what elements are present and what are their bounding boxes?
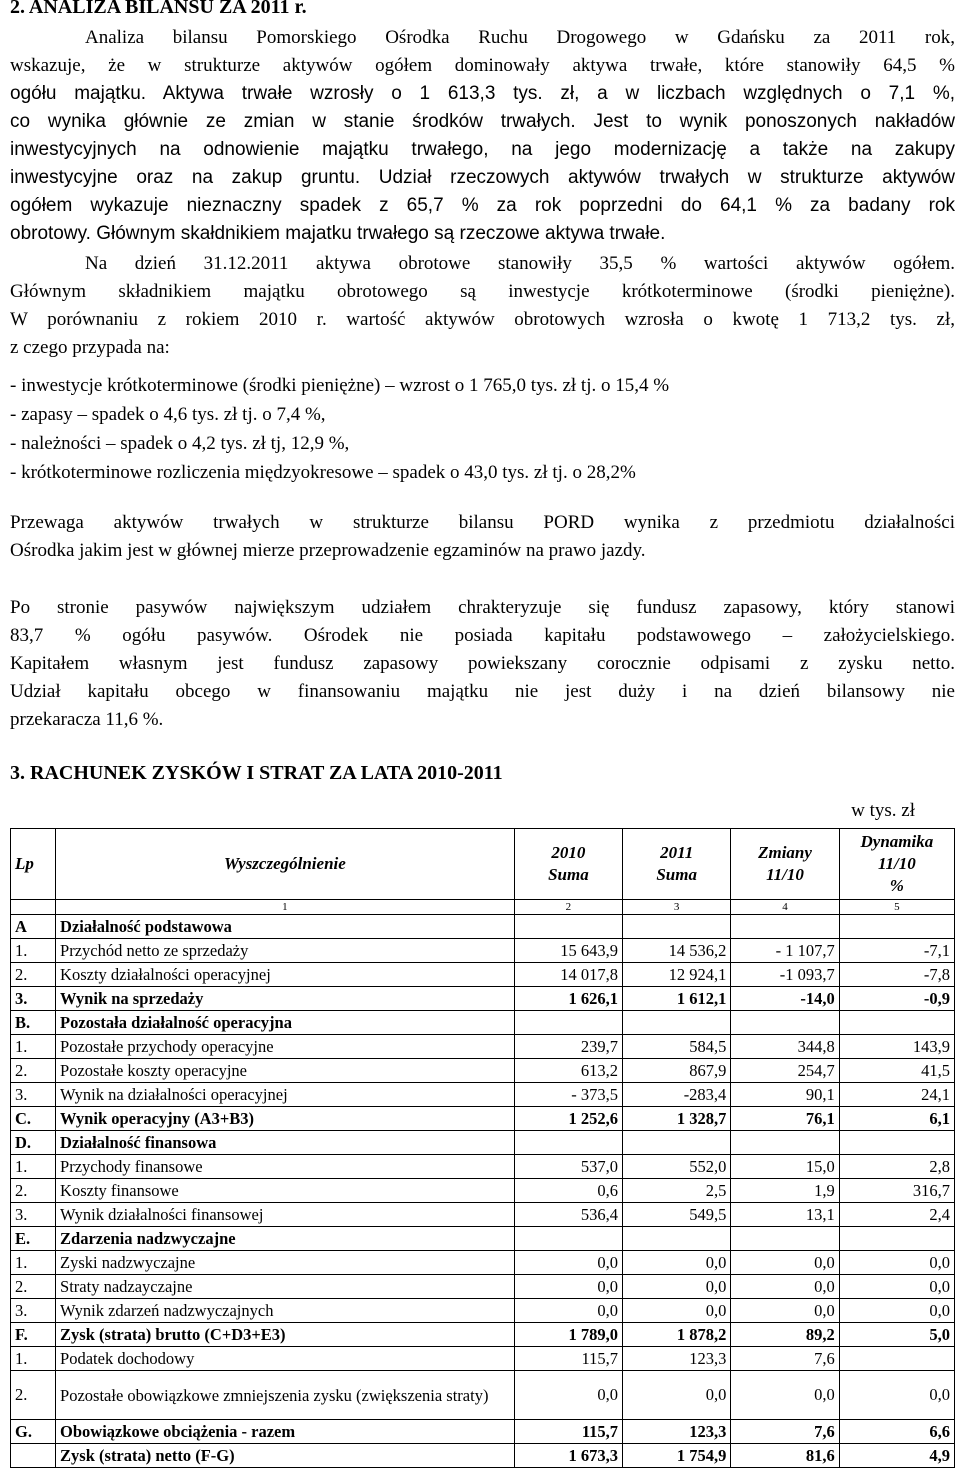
paragraph-line: przekaracza 11,6 %. xyxy=(10,709,164,730)
paragraph-line: ogółem wykazuje nieznaczny spadek z 65,7 % za rok poprzedni do 64,1 % za badany rok xyxy=(10,195,955,216)
row-name: Wynik działalności finansowej xyxy=(56,1203,515,1227)
row-lp: B. xyxy=(11,1011,56,1035)
row-change: 254,7 xyxy=(731,1059,839,1083)
header-zmiany: Zmiany 11/10 xyxy=(731,829,839,900)
row-name: Wynik zdarzeń nadzwyczajnych xyxy=(56,1299,515,1323)
paragraph-line: W porównaniu z rokiem 2010 r. wartość aktywów obrotowych wzrosła o kwotę 1 713,2 tys. zł, xyxy=(10,309,955,330)
paragraph-line: Po stronie pasywów największym udziałem chrakteryzuje się fundusz zapasowy, który stanowi xyxy=(10,597,955,618)
row-value-2011: 1 878,2 xyxy=(623,1323,731,1347)
row-value-2011: 12 924,1 xyxy=(623,963,731,987)
row-lp: 3. xyxy=(11,1083,56,1107)
row-dynamics: 316,7 xyxy=(839,1179,954,1203)
row-dynamics: 41,5 xyxy=(839,1059,954,1083)
row-name: Zdarzenia nadzwyczajne xyxy=(56,1227,515,1251)
header-2010: 2010 Suma xyxy=(514,829,622,900)
row-value-2010: 239,7 xyxy=(514,1035,622,1059)
row-value-2011: 2,5 xyxy=(623,1179,731,1203)
row-value-2011 xyxy=(623,915,731,939)
row-dynamics: 5,0 xyxy=(839,1323,954,1347)
table-row xyxy=(11,1347,955,1371)
row-name: Zyski nadzwyczajne xyxy=(56,1251,515,1275)
row-dynamics: -7,8 xyxy=(839,963,954,987)
row-lp: A xyxy=(11,915,56,939)
row-value-2010: 0,0 xyxy=(514,1371,622,1420)
table-row xyxy=(11,1275,955,1299)
paragraph-line: inwestycyjne oraz na zakup gruntu. Udział rzeczowych aktywów trwałych w strukturze aktywów xyxy=(10,167,955,188)
row-value-2010: 537,0 xyxy=(514,1155,622,1179)
row-lp: C. xyxy=(11,1107,56,1131)
paragraph-line: Na dzień 31.12.2011 aktywa obrotowe stanowiły 35,5 % wartości aktywów ogółem. xyxy=(85,253,955,274)
row-name: Działalność finansowa xyxy=(56,1131,515,1155)
row-change: 15,0 xyxy=(731,1155,839,1179)
row-change: 7,6 xyxy=(731,1420,839,1444)
table-row xyxy=(11,1131,955,1155)
row-change: 344,8 xyxy=(731,1035,839,1059)
row-value-2010: 15 643,9 xyxy=(514,939,622,963)
paragraph-line: Udział kapitału obcego w finansowaniu majątku nie jest duży i na dzień bilansowy nie xyxy=(10,681,955,702)
row-lp: E. xyxy=(11,1227,56,1251)
row-dynamics: 6,1 xyxy=(839,1107,954,1131)
row-name: Zysk (strata) netto (F-G) xyxy=(56,1444,515,1468)
row-lp: 3. xyxy=(11,1299,56,1323)
row-change xyxy=(731,915,839,939)
column-index-row xyxy=(11,900,955,915)
col-index-3: 3 xyxy=(623,900,731,915)
row-lp: 1. xyxy=(11,1347,56,1371)
paragraph-line: Kapitałem własnym jest fundusz zapasowy powiekszany corocznie odpisami z zysku netto. xyxy=(10,653,955,674)
row-value-2010: 1 252,6 xyxy=(514,1107,622,1131)
header-name: Wyszczególnienie xyxy=(56,829,515,900)
row-name: Wynik na działalności operacyjnej xyxy=(56,1083,515,1107)
row-value-2010: 1 626,1 xyxy=(514,987,622,1011)
paragraph-line: Głównym składnikiem majątku obrotowego są inwestycje krótkoterminowe (środki pieniężne). xyxy=(10,281,955,302)
paragraph-line: ogółu majątku. Aktywa trwałe wzrosły o 1 613,3 tys. zł, a w liczbach względnych o 7,1 %, xyxy=(10,83,955,104)
unit-label: w tys. zł xyxy=(851,800,915,821)
row-name: Koszty finansowe xyxy=(56,1179,515,1203)
row-change: 0,0 xyxy=(731,1251,839,1275)
row-value-2011: 0,0 xyxy=(623,1251,731,1275)
row-value-2010: 115,7 xyxy=(514,1347,622,1371)
col-index-4: 4 xyxy=(731,900,839,915)
paragraph-line: Analiza bilansu Pomorskiego Ośrodka Ruchu Drogowego w Gdańsku za 2011 rok, xyxy=(85,27,955,48)
paragraph-line: wskazuje, że w strukturze aktywów ogółem dominowały aktywa trwałe, które stanowiły 64,5 % xyxy=(10,55,955,76)
row-change: 7,6 xyxy=(731,1347,839,1371)
row-value-2010 xyxy=(514,915,622,939)
row-lp: 3. xyxy=(11,1203,56,1227)
row-name: Obowiązkowe obciążenia - razem xyxy=(56,1420,515,1444)
row-lp: F. xyxy=(11,1323,56,1347)
table-row xyxy=(11,939,955,963)
row-dynamics: 2,8 xyxy=(839,1155,954,1179)
row-value-2011: 0,0 xyxy=(623,1275,731,1299)
list-item: - zapasy – spadek o 4,6 tys. zł tj. o 7,4 %, xyxy=(10,404,326,425)
row-lp: 1. xyxy=(11,939,56,963)
row-value-2011 xyxy=(623,1227,731,1251)
row-name: Straty nadzayczajne xyxy=(56,1275,515,1299)
row-value-2011 xyxy=(623,1011,731,1035)
row-change: 1,9 xyxy=(731,1179,839,1203)
row-name: Pozostałe koszty operacyjne xyxy=(56,1059,515,1083)
row-value-2010: 613,2 xyxy=(514,1059,622,1083)
row-dynamics xyxy=(839,1347,954,1371)
row-change: - 1 107,7 xyxy=(731,939,839,963)
row-dynamics: 6,6 xyxy=(839,1420,954,1444)
table-row xyxy=(11,1155,955,1179)
row-value-2010: 536,4 xyxy=(514,1203,622,1227)
row-change: 90,1 xyxy=(731,1083,839,1107)
table-row xyxy=(11,1227,955,1251)
row-value-2011: 584,5 xyxy=(623,1035,731,1059)
row-value-2011: 123,3 xyxy=(623,1420,731,1444)
row-value-2010: 14 017,8 xyxy=(514,963,622,987)
row-change: 0,0 xyxy=(731,1299,839,1323)
row-dynamics: 2,4 xyxy=(839,1203,954,1227)
row-value-2010: 1 673,3 xyxy=(514,1444,622,1468)
table-row xyxy=(11,1035,955,1059)
table-row xyxy=(11,987,955,1011)
row-lp xyxy=(11,1444,56,1468)
row-lp: 1. xyxy=(11,1035,56,1059)
row-change xyxy=(731,1011,839,1035)
row-lp: 1. xyxy=(11,1251,56,1275)
row-change: -14,0 xyxy=(731,987,839,1011)
row-name: Przychód netto ze sprzedaży xyxy=(56,939,515,963)
row-name: Zysk (strata) brutto (C+D3+E3) xyxy=(56,1323,515,1347)
row-lp: 2. xyxy=(11,1371,56,1420)
row-dynamics xyxy=(839,1227,954,1251)
row-value-2010 xyxy=(514,1227,622,1251)
list-item: - krótkoterminowe rozliczenia międzyokresowe – spadek o 43,0 tys. zł tj. o 28,2% xyxy=(10,462,636,483)
header-2011: 2011 Suma xyxy=(623,829,731,900)
row-dynamics xyxy=(839,915,954,939)
row-change xyxy=(731,1227,839,1251)
paragraph-line: inwestycyjnych na odnowienie majątku trwałego, na jego modernizację a także na zakupy xyxy=(10,139,955,160)
row-value-2010: 0,0 xyxy=(514,1275,622,1299)
table-row xyxy=(11,1203,955,1227)
table-row xyxy=(11,963,955,987)
row-name: Działalność podstawowa xyxy=(56,915,515,939)
row-lp: G. xyxy=(11,1420,56,1444)
list-item: - inwestycje krótkoterminowe (środki pieniężne) – wzrost o 1 765,0 tys. zł tj. o 15,4 % xyxy=(10,375,670,396)
header-dynamika: Dynamika 11/10 % xyxy=(839,829,954,900)
row-dynamics: 0,0 xyxy=(839,1251,954,1275)
table-row xyxy=(11,1420,955,1444)
row-value-2011: 1 328,7 xyxy=(623,1107,731,1131)
row-value-2011: -283,4 xyxy=(623,1083,731,1107)
row-dynamics: 0,0 xyxy=(839,1371,954,1420)
row-lp: 3. xyxy=(11,987,56,1011)
table-row xyxy=(11,1059,955,1083)
col-index-2: 2 xyxy=(514,900,622,915)
row-value-2010 xyxy=(514,1131,622,1155)
table-row xyxy=(11,1251,955,1275)
row-change: 13,1 xyxy=(731,1203,839,1227)
section-2-title: 2. ANALIZA BILANSU ZA 2011 r. xyxy=(10,0,307,18)
row-lp: 1. xyxy=(11,1155,56,1179)
row-change: 76,1 xyxy=(731,1107,839,1131)
row-dynamics: -0,9 xyxy=(839,987,954,1011)
row-name: Podatek dochodowy xyxy=(56,1347,515,1371)
row-change: 81,6 xyxy=(731,1444,839,1468)
paragraph-line: Ośrodka jakim jest w głównej mierze przeprowadzenie egzaminów na prawo jazdy. xyxy=(10,540,646,561)
row-change: 89,2 xyxy=(731,1323,839,1347)
table-row xyxy=(11,1083,955,1107)
row-value-2011: 0,0 xyxy=(623,1299,731,1323)
row-change: -1 093,7 xyxy=(731,963,839,987)
paragraph-line: Przewaga aktywów trwałych w strukturze bilansu PORD wynika z przedmiotu działalności xyxy=(10,512,955,533)
table-row xyxy=(11,1299,955,1323)
paragraph-line: co wynika głównie ze zmian w stanie środków trwałych. Jest to wynik ponoszonych nakładów xyxy=(10,111,955,132)
row-value-2010: 0,0 xyxy=(514,1299,622,1323)
row-lp: 2. xyxy=(11,1179,56,1203)
row-name: Pozostałe obowiązkowe zmniejszenia zysku (zwiększenia straty) xyxy=(56,1371,515,1420)
paragraph-liabilities xyxy=(10,594,955,734)
row-dynamics: 4,9 xyxy=(839,1444,954,1468)
row-name: Pozostałe przychody operacyjne xyxy=(56,1035,515,1059)
paragraph-structure xyxy=(10,509,955,565)
current-assets-change-list xyxy=(10,371,955,487)
row-change xyxy=(731,1131,839,1155)
table-row xyxy=(11,1371,955,1420)
col-index-5: 5 xyxy=(839,900,954,915)
header-lp: Lp xyxy=(11,829,56,900)
row-value-2010: 0,0 xyxy=(514,1251,622,1275)
table-row xyxy=(11,1011,955,1035)
row-change: 0,0 xyxy=(731,1371,839,1420)
table-row xyxy=(11,1107,955,1131)
col-index-1: 1 xyxy=(56,900,515,915)
row-lp: 2. xyxy=(11,1275,56,1299)
paragraph-line: z czego przypada na: xyxy=(10,337,170,358)
row-name: Koszty działalności operacyjnej xyxy=(56,963,515,987)
row-change: 0,0 xyxy=(731,1275,839,1299)
table-header-row xyxy=(11,829,955,900)
row-value-2010: 0,6 xyxy=(514,1179,622,1203)
row-name: Wynik operacyjny (A3+B3) xyxy=(56,1107,515,1131)
paragraph-assets-fixed xyxy=(10,24,955,248)
row-value-2011: 0,0 xyxy=(623,1371,731,1420)
row-value-2011: 549,5 xyxy=(623,1203,731,1227)
paragraph-assets-current xyxy=(10,250,955,362)
row-value-2011: 552,0 xyxy=(623,1155,731,1179)
row-lp: 2. xyxy=(11,963,56,987)
row-name: Przychody finansowe xyxy=(56,1155,515,1179)
paragraph-line: 83,7 % ogółu pasywów. Ośrodek nie posiada kapitału podstawowego – założycielskiego. xyxy=(10,625,955,646)
row-lp: 2. xyxy=(11,1059,56,1083)
paragraph-line: obrotowy. Głównym skałdnikiem majatku trwałego są rzeczowe aktywa trwałe. xyxy=(10,223,666,244)
row-dynamics: 143,9 xyxy=(839,1035,954,1059)
row-dynamics: -7,1 xyxy=(839,939,954,963)
row-value-2011: 123,3 xyxy=(623,1347,731,1371)
row-value-2011: 14 536,2 xyxy=(623,939,731,963)
table-row xyxy=(11,1444,955,1468)
table-row xyxy=(11,915,955,939)
row-dynamics: 0,0 xyxy=(839,1299,954,1323)
row-dynamics xyxy=(839,1131,954,1155)
row-value-2010 xyxy=(514,1011,622,1035)
list-item: - należności – spadek o 4,2 tys. zł tj, 12,9 %, xyxy=(10,433,350,454)
row-value-2011: 867,9 xyxy=(623,1059,731,1083)
row-name: Wynik na sprzedaży xyxy=(56,987,515,1011)
row-value-2011: 1 612,1 xyxy=(623,987,731,1011)
table-row xyxy=(11,1179,955,1203)
row-value-2011: 1 754,9 xyxy=(623,1444,731,1468)
income-statement-table xyxy=(10,828,955,1468)
row-dynamics: 0,0 xyxy=(839,1275,954,1299)
row-lp: D. xyxy=(11,1131,56,1155)
row-value-2010: - 373,5 xyxy=(514,1083,622,1107)
row-value-2010: 1 789,0 xyxy=(514,1323,622,1347)
row-dynamics xyxy=(839,1011,954,1035)
row-value-2010: 115,7 xyxy=(514,1420,622,1444)
row-value-2011 xyxy=(623,1131,731,1155)
row-name: Pozostała działalność operacyjna xyxy=(56,1011,515,1035)
section-3-title: 3. RACHUNEK ZYSKÓW I STRAT ZA LATA 2010-2011 xyxy=(10,762,503,784)
table-row xyxy=(11,1323,955,1347)
row-dynamics: 24,1 xyxy=(839,1083,954,1107)
